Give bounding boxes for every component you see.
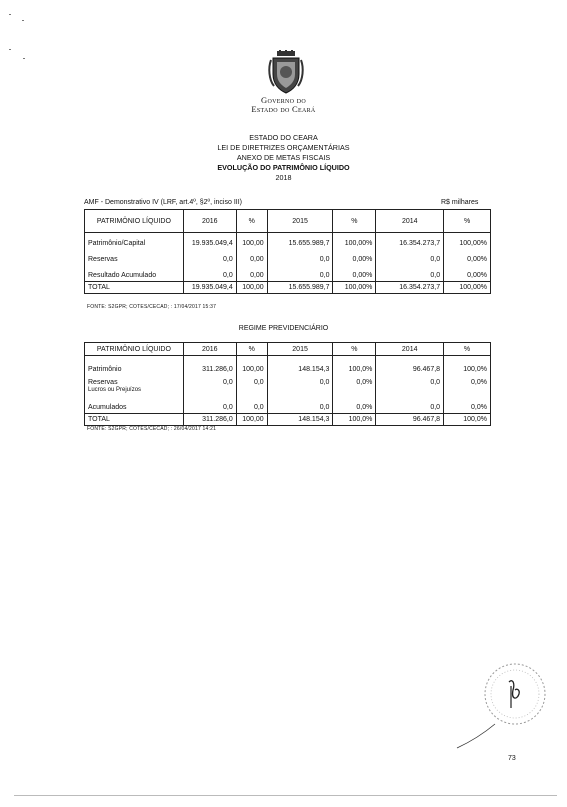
table-cell: 0,0 [376, 399, 444, 414]
header-cell: PATRIMÔNIO LÍQUIDO [85, 343, 184, 356]
heading-title: EVOLUÇÃO DO PATRIMÔNIO LÍQUIDO [217, 163, 350, 172]
total-cell: 100,0% [444, 414, 491, 426]
table-cell: 148.154,3 [267, 356, 333, 376]
table-row [85, 356, 491, 376]
table-cell: 96.467,8 [376, 356, 444, 376]
table1-caption: AMF - Demonstrativo IV (LRF, art.4º, §2º, inciso III) [84, 199, 242, 206]
table-cell: 0,00 [236, 265, 267, 282]
table-cell: 0,0 [236, 375, 267, 399]
header-cell: 2014 [376, 210, 444, 233]
table-cell: 0,0% [333, 375, 376, 399]
total-cell: 100,00 [236, 414, 267, 426]
scan-speck [9, 49, 11, 50]
header-cell: % [333, 343, 376, 356]
table-cell: 0,0 [183, 375, 236, 399]
table1-unit: R$ milhares [441, 199, 479, 206]
row-label: Reservas [85, 249, 184, 265]
table-cell: 0,0 [267, 399, 333, 414]
table-cell: 16.354.273,7 [376, 238, 444, 249]
heading-law: LEI DE DIRETRIZES ORÇAMENTÁRIAS [217, 143, 350, 152]
table-total-row [85, 282, 491, 294]
table-cell: 0,00% [333, 265, 376, 282]
table-cell: 0,00% [444, 265, 491, 282]
row-label: Patrimônio [85, 356, 184, 376]
table-cell: 100,00% [444, 238, 491, 249]
table-cell: 0,0% [444, 375, 491, 399]
header-cell: PATRIMÔNIO LÍQUIDO [85, 210, 184, 233]
table-cell: 0,0% [333, 399, 376, 414]
total-cell: 100,00 [236, 282, 267, 294]
header-cell: % [236, 343, 267, 356]
heading-state: ESTADO DO CEARA [249, 133, 318, 142]
scan-speck [23, 58, 25, 59]
table-row [85, 375, 491, 399]
table-cell: 0,0 [267, 265, 333, 282]
heading-annex: ANEXO DE METAS FISCAIS [236, 153, 331, 162]
table-header-row [85, 343, 491, 356]
scan-speck [22, 20, 24, 21]
header-cell: % [333, 210, 376, 233]
row-label: Acumulados [85, 399, 184, 414]
table-cell: 311.286,0 [183, 356, 236, 376]
table-cell: 0,0 [267, 249, 333, 265]
signature-stroke-icon [455, 720, 505, 750]
table-cell: 0,0 [376, 375, 444, 399]
table-cell: 0,00 [236, 249, 267, 265]
total-cell: 148.154,3 [267, 414, 333, 426]
state-coat-of-arms-icon [266, 50, 306, 94]
heading-year: 2018 [275, 173, 292, 182]
header-cell: 2015 [267, 343, 333, 356]
header-cell: 2016 [183, 343, 236, 356]
total-cell: 100,00% [333, 282, 376, 294]
table2-title: REGIME PREVIDENCIÁRIO [238, 325, 329, 332]
row-label: Resultado Acumulado [85, 265, 184, 282]
row-label-main: Reservas [88, 379, 118, 386]
total-cell: 16.354.273,7 [376, 282, 444, 294]
total-cell: 100,0% [333, 414, 376, 426]
header-cell: 2016 [183, 210, 236, 233]
header-cell: 2014 [376, 343, 444, 356]
table-cell: 100,0% [333, 356, 376, 376]
total-cell: 100,00% [444, 282, 491, 294]
table-row [85, 238, 491, 249]
table-total-row [85, 414, 491, 426]
table1-source: FONTE: S2GPR; COTES/CECAD; : 17/04/2017 15:37 [87, 304, 217, 310]
header-cell: % [444, 210, 491, 233]
table-cell: 0,0 [183, 399, 236, 414]
table-header-row [85, 210, 491, 233]
total-label: TOTAL [85, 282, 184, 294]
row-label: Patrimônio/Capital [85, 238, 184, 249]
regime-previdenciario-table [84, 342, 491, 426]
table-cell: 0,0% [444, 399, 491, 414]
letterhead-line2: Estado do Ceará [251, 104, 316, 114]
bottom-divider [14, 795, 557, 796]
scan-speck [9, 14, 11, 15]
table-row [85, 249, 491, 265]
table-cell: 0,0 [376, 249, 444, 265]
total-cell: 19.935.049,4 [183, 282, 236, 294]
table-cell: 0,0 [183, 265, 236, 282]
row-label [85, 375, 184, 399]
table-cell: 0,00% [333, 249, 376, 265]
table-cell: 19.935.049,4 [183, 238, 236, 249]
table-cell: 100,00 [236, 356, 267, 376]
table-cell: 0,0 [183, 249, 236, 265]
table-cell: 0,00% [444, 249, 491, 265]
table-cell: 0,0 [267, 375, 333, 399]
table-cell: 100,0% [444, 356, 491, 376]
patrimonio-liquido-table [84, 209, 491, 294]
total-cell: 15.655.989,7 [267, 282, 333, 294]
table-row [85, 265, 491, 282]
total-label: TOTAL [85, 414, 184, 426]
page-number: 73 [508, 755, 516, 762]
header-cell: 2015 [267, 210, 333, 233]
header-cell: % [444, 343, 491, 356]
table-cell: 100,00% [333, 238, 376, 249]
table-cell: 0,0 [376, 265, 444, 282]
table-cell: 0,0 [236, 399, 267, 414]
row-label-sub: Lucros ou Prejuízos [88, 387, 142, 393]
table-row [85, 399, 491, 414]
table2-source: FONTE: S2GPR; COTES/CECAD; : 26/04/2017 14:21 [87, 426, 217, 432]
table-cell: 15.655.989,7 [267, 238, 333, 249]
table-cell: 100,00 [236, 238, 267, 249]
total-cell: 96.467,8 [376, 414, 444, 426]
header-cell: % [236, 210, 267, 233]
letterhead-line1: Governo do [261, 95, 306, 105]
total-cell: 311.286,0 [183, 414, 236, 426]
